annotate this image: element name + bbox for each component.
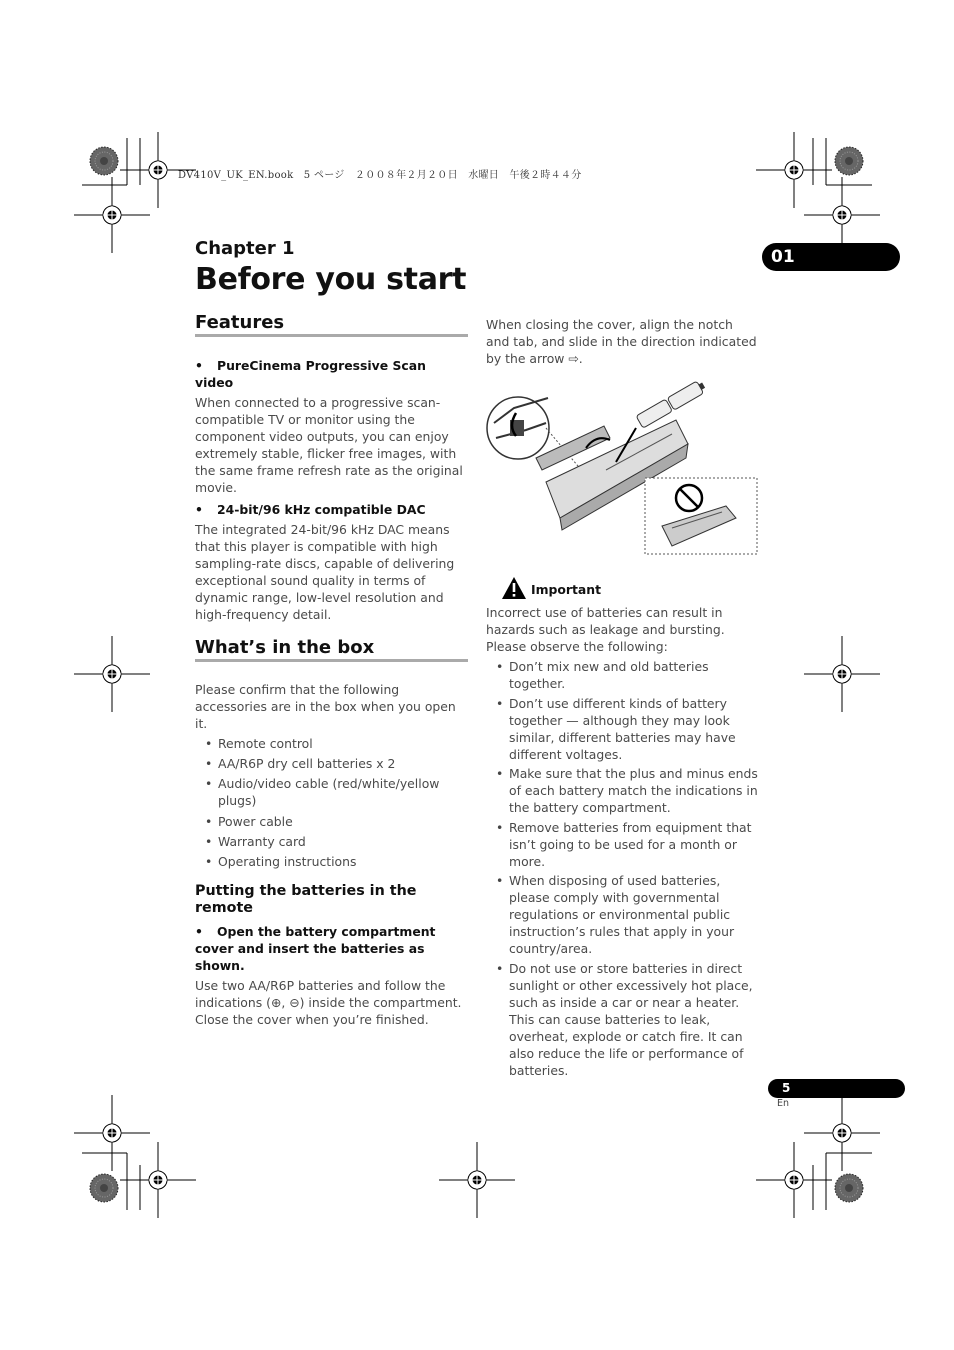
features-heading: Features	[195, 314, 468, 337]
important-section	[486, 604, 760, 1082]
chapter-label: Chapter 1	[195, 238, 295, 259]
page-language: En	[777, 1098, 790, 1109]
list-item: • Do not use or store batteries in direct sunlight or other excessively hot place, such as inside a car or near a heater. This can cause batteries to leak, overheat, explode or catch fire. It can also reduce the life or performance of batteries.	[486, 960, 760, 1079]
important-label-wrap	[531, 581, 601, 598]
list-item: • Power cable	[195, 813, 468, 830]
list-item: • Warranty card	[195, 833, 468, 850]
page-number: 5	[768, 1079, 905, 1098]
batteries-step-body: Use two AA/R6P batteries and follow the indications (⊕, ⊖) inside the compartment. Close the cover when you’re finished.	[195, 978, 462, 1028]
important-list	[486, 658, 760, 1079]
list-item: • Operating instructions	[195, 853, 468, 870]
feature-2-heading: • 24-bit/96 kHz compatible DAC	[195, 502, 426, 517]
page-title: Before you start	[195, 262, 467, 297]
feature-1-heading: • PureCinema Progressive Scan video	[195, 358, 426, 390]
warning-icon	[501, 576, 527, 600]
list-item: • Don’t mix new and old batteries together.	[486, 658, 760, 692]
battery-insertion-illustration	[486, 378, 760, 558]
right-column	[486, 316, 760, 367]
whats-in-box-heading: What’s in the box	[195, 639, 468, 662]
list-item: • When disposing of used batteries, please comply with governmental regulations or environmental public instruction’s rules that apply in your country/area.	[486, 872, 760, 957]
batteries-heading: Putting the batteries in the remote	[195, 883, 417, 917]
list-item: • Remove batteries from equipment that isn’t going to be used for a month or more.	[486, 819, 760, 870]
important-intro: Incorrect use of batteries can result in hazards such as leakage and bursting. Please observe the following:	[486, 605, 725, 654]
feature-1-body: When connected to a progressive scan-compatible TV or monitor using the component video outputs, you can enjoy extremely stable, flicker free images, with the same frame refresh rate as the original movie.	[195, 395, 463, 495]
box-list	[195, 735, 468, 870]
list-item: • Audio/video cable (red/white/yellow plugs)	[195, 775, 468, 809]
list-item: • Make sure that the plus and minus ends of each battery match the indications in the battery compartment.	[486, 765, 760, 816]
print-header-meta: DV410V_UK_EN.book 5 ページ ２００８年２月２０日 水曜日 午後２時４４分	[178, 170, 582, 181]
batteries-step: • Open the battery compartment cover and insert the batteries as shown.	[195, 924, 436, 974]
chapter-tab: 01	[762, 243, 900, 271]
closing-instructions: When closing the cover, align the notch and tab, and slide in the direction indicated by the arrow ⇨.	[486, 317, 757, 366]
left-column	[195, 314, 468, 1028]
feature-2-body: The integrated 24-bit/96 kHz DAC means that this player is compatible with high sampling-rate discs, capable of delivering exceptional sound quality in terms of dynamic range, low-level resolution and high-frequency detail.	[195, 522, 455, 622]
box-intro: Please confirm that the following accessories are in the box when you open it.	[195, 682, 456, 731]
list-item: • AA/R6P dry cell batteries x 2	[195, 755, 468, 772]
list-item: • Remote control	[195, 735, 468, 752]
important-label: Important	[531, 582, 602, 597]
list-item: • Don’t use different kinds of battery together — although they may look similar, different batteries may have different voltages.	[486, 695, 760, 763]
